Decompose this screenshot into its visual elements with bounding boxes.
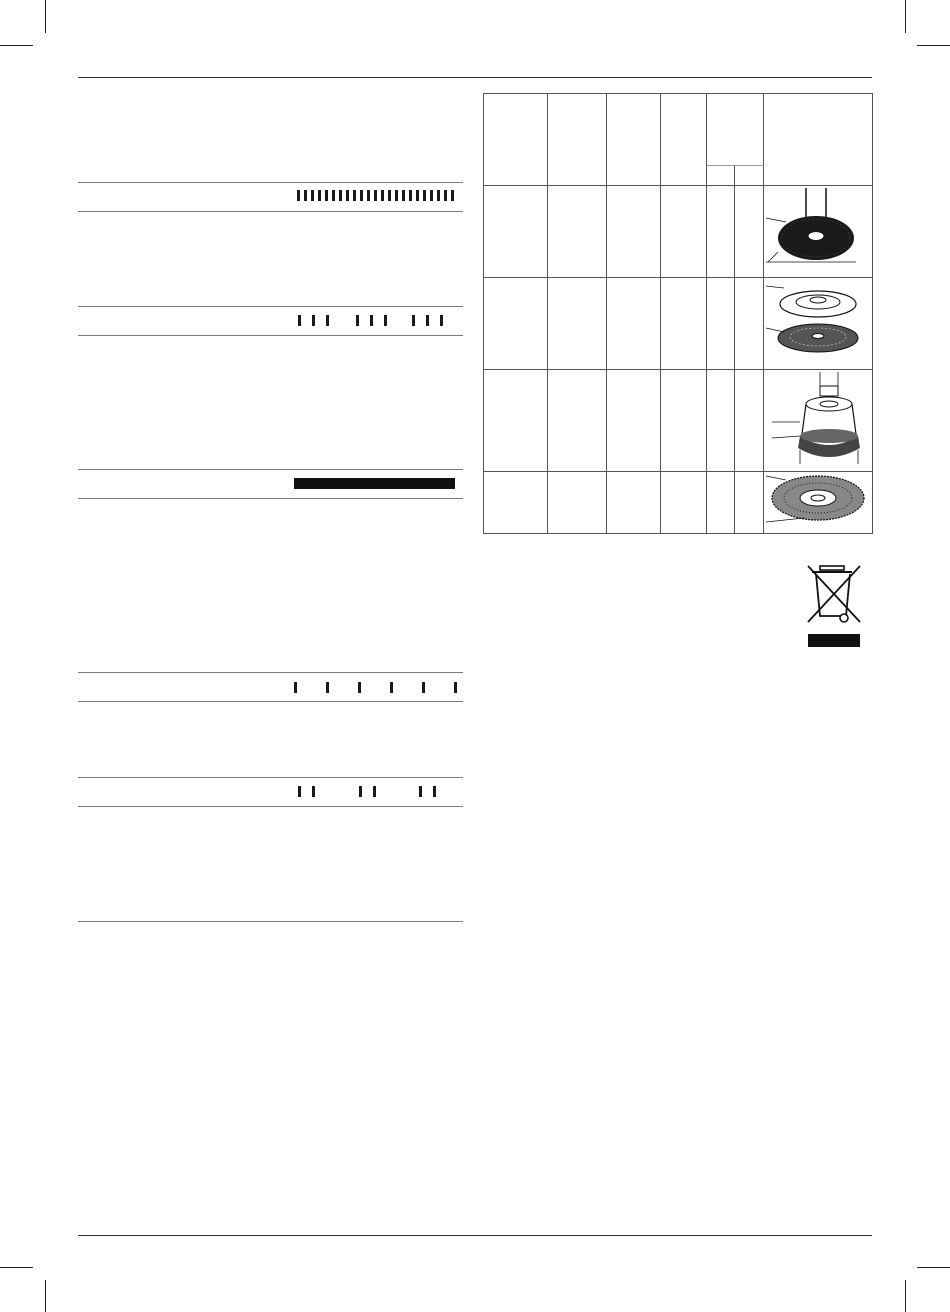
section-divider: [78, 921, 463, 922]
bar-tick: [444, 190, 447, 201]
bar-tick: [422, 682, 425, 693]
header-cell: [607, 94, 661, 186]
bar-tick: [433, 786, 436, 797]
header-cell: [707, 94, 764, 166]
table-row: [484, 186, 873, 278]
spaced-single-bar-code: [294, 682, 457, 693]
grouped-three-bar-code: [298, 315, 443, 326]
bar-tick: [326, 315, 329, 326]
bar-tick: [297, 190, 300, 201]
section-divider: [78, 777, 463, 778]
header-rule: [78, 77, 872, 78]
bar-tick: [416, 190, 419, 201]
dense-bar-code: [297, 190, 454, 201]
bar-tick: [358, 682, 361, 693]
bar-tick: [390, 682, 393, 693]
wire-cup-brush-icon: [764, 370, 873, 472]
bar-tick: [423, 190, 426, 201]
table-row: [484, 472, 873, 534]
crossed-out-wheelie-bin-icon: [806, 562, 862, 648]
section-divider: [78, 672, 463, 673]
header-subcell: [735, 166, 764, 186]
bar-tick: [346, 190, 349, 201]
bar-tick: [440, 315, 443, 326]
bar-tick: [374, 190, 377, 201]
bar-tick: [370, 315, 373, 326]
bar-tick: [339, 190, 342, 201]
bar-tick: [437, 190, 440, 201]
table-row: [484, 278, 873, 370]
crop-mark-top-right-v: [905, 0, 906, 33]
bar-tick: [326, 682, 329, 693]
section-divider: [78, 306, 463, 307]
bar-tick: [325, 190, 328, 201]
bar-tick: [409, 190, 412, 201]
footer-rule: [78, 1235, 872, 1236]
bar-tick: [298, 786, 301, 797]
bar-tick: [412, 315, 415, 326]
bar-tick: [402, 190, 405, 201]
header-cell: [661, 94, 707, 186]
section-divider: [78, 701, 463, 702]
bar-tick: [312, 315, 315, 326]
bar-tick: [298, 315, 301, 326]
bar-tick: [426, 315, 429, 326]
bar-tick: [332, 190, 335, 201]
cut-disc-with-shaft-icon: [764, 186, 873, 278]
bar-tick: [304, 190, 307, 201]
crop-mark-bottom-left-v: [45, 1280, 46, 1312]
crop-mark-top-left-h: [0, 45, 33, 46]
bar-tick: [359, 786, 362, 797]
bar-tick: [419, 786, 422, 797]
accessory-table: [483, 93, 873, 534]
bar-tick: [318, 190, 321, 201]
bar-tick: [384, 315, 387, 326]
bar-tick: [312, 786, 315, 797]
wire-wheel-brush-icon: [764, 472, 873, 534]
section-divider: [78, 182, 463, 183]
crop-mark-bottom-right-h: [917, 1267, 950, 1268]
bar-tick: [353, 190, 356, 201]
solid-black-bar: [294, 478, 455, 489]
bar-tick: [294, 682, 297, 693]
section-divider: [78, 806, 463, 807]
bar-tick: [395, 190, 398, 201]
section-divider: [78, 335, 463, 336]
weee-symbol: [806, 562, 862, 648]
bar-tick: [373, 786, 376, 797]
header-cell: [484, 94, 548, 186]
header-subcell: [707, 166, 735, 186]
bar-tick: [311, 190, 314, 201]
bar-tick: [454, 682, 457, 693]
header-cell: [548, 94, 607, 186]
crop-mark-bottom-left-h: [0, 1267, 33, 1268]
flap-disc-with-backing-pad-icon: [764, 278, 873, 370]
paired-bar-code: [298, 786, 436, 797]
crop-mark-top-right-h: [917, 45, 950, 46]
header-cell: [764, 94, 873, 186]
bar-tick: [430, 190, 433, 201]
bar-tick: [388, 190, 391, 201]
section-divider: [78, 498, 463, 499]
table-row: [484, 370, 873, 472]
crop-mark-top-left-v: [45, 0, 46, 33]
section-divider: [78, 211, 463, 212]
section-divider: [78, 469, 463, 470]
bar-tick: [367, 190, 370, 201]
bar-tick: [360, 190, 363, 201]
bar-tick: [356, 315, 359, 326]
crop-mark-bottom-right-v: [905, 1280, 906, 1312]
bar-tick: [381, 190, 384, 201]
bar-tick: [451, 190, 454, 201]
